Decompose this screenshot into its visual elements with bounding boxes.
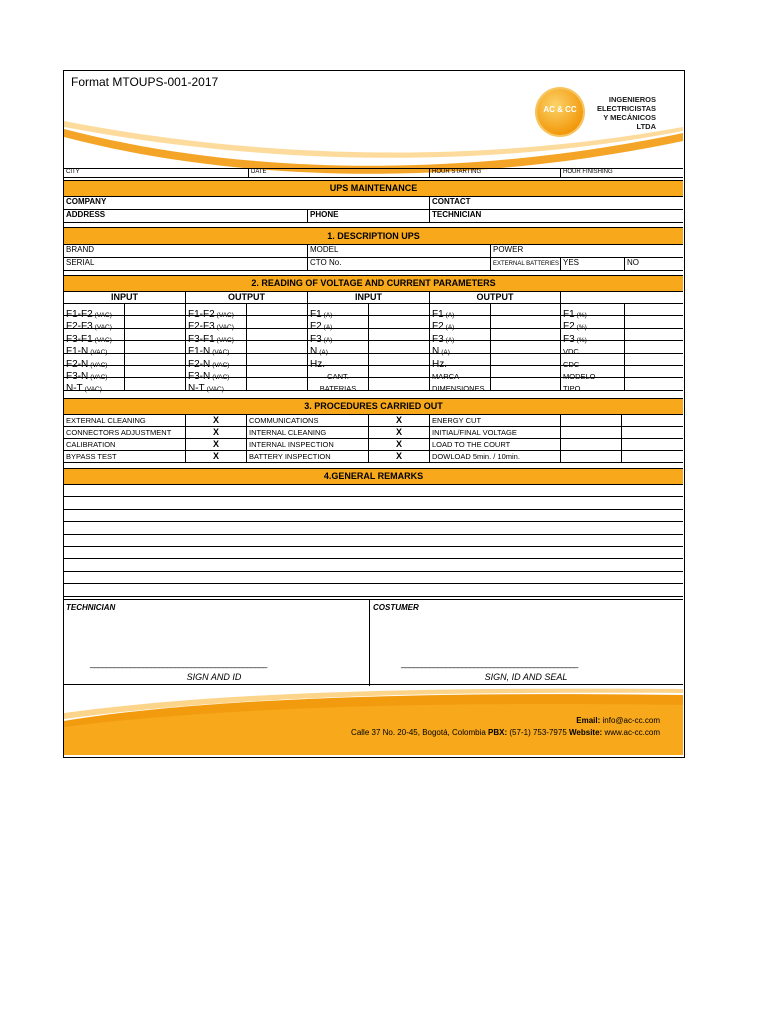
- reading-label: [64, 354, 125, 370]
- reading-parameter: F2-N: [188, 358, 211, 370]
- reading-label: [561, 341, 625, 357]
- procedure-row: [64, 427, 683, 439]
- reading-parameter: F1: [563, 309, 575, 320]
- reading-unit: (VAC): [90, 374, 108, 381]
- procedure-name: COMMUNICATIONS: [247, 415, 369, 426]
- remarks-line[interactable]: [64, 547, 683, 559]
- procedure-name: INITIAL/FINAL VOLTAGE: [430, 427, 561, 438]
- procedure-check[interactable]: X: [186, 451, 247, 462]
- reading-label: [430, 329, 491, 345]
- reading-value-input[interactable]: [125, 304, 186, 315]
- reading-label: [430, 316, 491, 333]
- procedure-check-blank[interactable]: [561, 439, 622, 450]
- procedure-name: BYPASS TEST: [64, 451, 186, 462]
- readings-row: [64, 354, 683, 370]
- maintenance-form: [63, 70, 685, 758]
- readings-row: [64, 329, 683, 345]
- remarks-line[interactable]: [64, 485, 683, 497]
- costumer-signature-line[interactable]: ____________________________________________: [401, 658, 578, 668]
- reading-parameter: BATERIAS: [319, 384, 357, 394]
- ups-maintenance-header: UPS MAINTENANCE: [64, 180, 683, 197]
- procedure-check[interactable]: X: [186, 439, 247, 450]
- reading-value-input[interactable]: [369, 316, 430, 327]
- reading-parameter: N: [310, 346, 318, 358]
- reading-value-input[interactable]: [369, 341, 430, 352]
- reading-value-input[interactable]: [369, 354, 430, 365]
- reading-parameter: F1-F2: [66, 309, 93, 320]
- reading-value-input[interactable]: [247, 316, 308, 327]
- reading-label: [561, 378, 625, 394]
- procedure-row: [64, 439, 683, 451]
- phone-field[interactable]: PHONE: [308, 210, 430, 222]
- reading-parameter: F1: [310, 309, 322, 320]
- reading-parameter: F3-F1: [66, 333, 93, 345]
- reading-value-input[interactable]: [247, 378, 308, 389]
- reading-parameter: N-T: [188, 383, 205, 395]
- reading-value-input[interactable]: [369, 329, 430, 340]
- reading-value-input[interactable]: [625, 329, 683, 340]
- remarks-header: 4.GENERAL REMARKS: [64, 468, 683, 485]
- technician-field[interactable]: TECHNICIAN: [432, 210, 482, 219]
- reading-unit: (A): [441, 349, 450, 357]
- readings-header: 2. READING OF VOLTAGE AND CURRENT PARAMETERS: [64, 275, 683, 292]
- readings-column-headers: [64, 292, 683, 304]
- reading-unit: (A): [445, 336, 455, 344]
- company-name-line-3: Y MECÁNICOS LTDA: [603, 113, 656, 131]
- reading-label: [64, 304, 125, 320]
- reading-unit: (A): [445, 324, 455, 332]
- serial-field[interactable]: SERIAL: [64, 258, 308, 270]
- external-batteries-label: EXTERNAL BATTERIES: [491, 258, 561, 270]
- hour-finishing-field[interactable]: HOUR FINISHING: [563, 169, 613, 175]
- readings-row: [64, 304, 683, 320]
- format-code: Format MTOUPS-001-2017: [71, 75, 219, 89]
- reading-label: [561, 304, 625, 320]
- reading-value-input[interactable]: [369, 366, 430, 377]
- reading-label: [308, 316, 369, 333]
- reading-value-input[interactable]: [125, 378, 186, 389]
- reading-value-input[interactable]: [369, 378, 430, 389]
- readings-input-header-2: INPUT: [308, 292, 430, 303]
- reading-value-input[interactable]: [491, 354, 561, 365]
- reading-label: [308, 354, 369, 370]
- procedure-check-blank[interactable]: [622, 427, 683, 438]
- reading-label: [430, 354, 491, 370]
- reading-unit: (A): [323, 324, 333, 332]
- signature-section: [64, 599, 683, 685]
- reading-value-input[interactable]: [247, 329, 308, 340]
- reading-label: [561, 366, 625, 381]
- reading-parameter: F3-N: [188, 371, 211, 382]
- reading-parameter: F3-F1: [188, 333, 215, 345]
- reading-unit: (VAC): [90, 349, 108, 357]
- batteries-no-option[interactable]: NO: [627, 258, 639, 267]
- reading-value-input[interactable]: [125, 354, 186, 365]
- reading-parameter: F3-N: [66, 371, 89, 382]
- procedure-name: LOAD TO THE COURT: [430, 439, 561, 450]
- reading-parameter: F3: [432, 333, 444, 345]
- reading-label: [430, 366, 491, 381]
- reading-label: [308, 378, 369, 394]
- reading-unit: (A): [323, 312, 333, 319]
- reading-unit: (VAC): [94, 336, 112, 344]
- email-label: Email:: [576, 716, 601, 725]
- power-field[interactable]: POWER: [493, 245, 524, 254]
- reading-unit: (VAC): [216, 324, 234, 332]
- reading-label: [308, 366, 369, 381]
- reading-value-input[interactable]: [125, 316, 186, 327]
- company-name: [584, 95, 656, 131]
- serial-row: [64, 258, 683, 271]
- readings-row: [64, 366, 683, 382]
- reading-parameter: F2-F3: [188, 321, 215, 333]
- reading-unit: (VAC): [84, 386, 102, 394]
- remarks-line[interactable]: [64, 572, 683, 584]
- reading-unit: (%): [576, 312, 587, 319]
- reading-unit: (VAC): [212, 361, 230, 369]
- company-name-line-2: ELECTRICISTAS: [596, 104, 656, 113]
- reading-unit: (A): [445, 312, 455, 319]
- reading-parameter: MODELO: [563, 372, 596, 381]
- description-header: 1. DESCRIPTION UPS: [64, 227, 683, 245]
- reading-unit: (A): [319, 349, 328, 357]
- procedure-row: [64, 415, 683, 427]
- reading-label: [430, 304, 491, 320]
- remarks-line[interactable]: [64, 510, 683, 522]
- company-logo: [537, 89, 583, 135]
- model-field[interactable]: MODEL: [308, 245, 491, 257]
- logo-badge-text: AC & CC: [543, 105, 577, 114]
- pbx-label: PBX:: [488, 728, 508, 737]
- reading-label: [561, 329, 625, 345]
- reading-parameter: VDC: [563, 347, 579, 357]
- hour-starting-field[interactable]: HOUR STARTING: [430, 169, 561, 177]
- reading-parameter: F3: [310, 333, 322, 345]
- footer-email: [576, 716, 660, 725]
- procedure-check-blank[interactable]: [622, 451, 683, 462]
- reading-value-input[interactable]: [125, 341, 186, 352]
- contact-field[interactable]: CONTACT: [432, 197, 471, 206]
- remarks-line[interactable]: [64, 535, 683, 547]
- reading-parameter: N: [432, 346, 440, 358]
- reading-value-input[interactable]: [247, 366, 308, 377]
- reading-parameter: DIMENSIONES: [432, 384, 485, 394]
- reading-parameter: Hz.: [310, 358, 325, 370]
- remarks-line[interactable]: [64, 559, 683, 571]
- reading-label: [561, 354, 625, 369]
- reading-unit: (VAC): [206, 386, 224, 394]
- remarks-line[interactable]: [64, 522, 683, 534]
- reading-value-input[interactable]: [491, 329, 561, 340]
- reading-unit: (VAC): [216, 312, 234, 319]
- reading-value-input[interactable]: [125, 329, 186, 340]
- reading-label: [430, 378, 491, 394]
- reading-value-input[interactable]: [247, 341, 308, 352]
- reading-parameter: F2: [432, 321, 444, 333]
- address-field[interactable]: ADDRESS: [64, 210, 308, 222]
- procedure-check-blank[interactable]: [622, 415, 683, 426]
- reading-value-input[interactable]: [625, 316, 683, 327]
- reading-value-input[interactable]: [491, 341, 561, 352]
- reading-parameter: TIPO: [563, 384, 581, 394]
- reading-unit: (VAC): [94, 324, 112, 332]
- procedure-name: ENERGY CUT: [430, 415, 561, 426]
- procedure-check[interactable]: X: [369, 427, 430, 438]
- reading-unit: (VAC): [216, 336, 234, 344]
- reading-value-input[interactable]: [625, 341, 683, 352]
- remarks-line[interactable]: [64, 584, 683, 596]
- readings-output-header-2: OUTPUT: [430, 292, 561, 303]
- reading-label: [186, 304, 247, 320]
- reading-unit: (A): [323, 336, 333, 344]
- website-value[interactable]: www.ac-cc.com: [604, 728, 660, 737]
- reading-label: [64, 341, 125, 358]
- readings-output-header-1: OUTPUT: [186, 292, 308, 303]
- reading-unit: (VAC): [212, 374, 230, 381]
- remarks-line[interactable]: [64, 497, 683, 509]
- procedure-check-blank[interactable]: [561, 415, 622, 426]
- reading-parameter: F3: [563, 333, 575, 345]
- reading-label: [186, 378, 247, 395]
- procedure-check-blank[interactable]: [561, 451, 622, 462]
- technician-signature-line[interactable]: ____________________________________________: [90, 658, 267, 668]
- reading-parameter: F1: [432, 309, 444, 320]
- reading-label: [308, 329, 369, 345]
- reading-value-input[interactable]: [491, 378, 561, 389]
- reading-value-input[interactable]: [491, 366, 561, 377]
- reading-parameter: N-T: [66, 383, 83, 395]
- reading-parameter: F1-F2: [188, 309, 215, 320]
- reading-unit: (%): [576, 336, 587, 344]
- reading-value-input[interactable]: [247, 304, 308, 315]
- company-name-line-1: INGENIEROS: [608, 95, 656, 104]
- technician-signature-label: TECHNICIAN: [66, 603, 116, 612]
- reading-unit: (%): [576, 324, 587, 332]
- brand-row: [64, 245, 683, 258]
- reading-label: [186, 366, 247, 382]
- brand-field[interactable]: BRAND: [64, 245, 308, 257]
- reading-unit: (VAC): [94, 312, 112, 319]
- reading-value-input[interactable]: [625, 366, 683, 377]
- readings-row: [64, 341, 683, 358]
- reading-value-input[interactable]: [625, 304, 683, 315]
- procedure-name: CONNECTORS ADJUSTMENT: [64, 427, 186, 438]
- procedure-name: INTERNAL INSPECTION: [247, 439, 369, 450]
- cto-field[interactable]: CTO No.: [308, 258, 491, 270]
- reading-parameter: MARCA: [432, 372, 460, 381]
- reading-parameter: CDC: [563, 359, 580, 369]
- signature-divider: [369, 600, 370, 686]
- reading-unit: (VAC): [212, 349, 230, 357]
- procedure-name: EXTERNAL CLEANING: [64, 415, 186, 426]
- reading-label: [561, 316, 625, 333]
- procedure-name: INTERNAL CLEANING: [247, 427, 369, 438]
- reading-label: [186, 354, 247, 370]
- company-field[interactable]: COMPANY: [64, 197, 430, 209]
- reading-parameter: F2: [563, 321, 575, 333]
- reading-label: [186, 341, 247, 358]
- address-row: [64, 210, 683, 223]
- footer-address: Calle 37 No. 20-45, Bogotá, Colombia: [351, 728, 486, 737]
- footer-contact: [351, 728, 660, 737]
- reading-value-input[interactable]: [625, 354, 683, 365]
- reading-parameter: F1-N: [66, 346, 89, 358]
- website-label: Website:: [569, 728, 603, 737]
- top-info-row: [64, 168, 683, 178]
- reading-label: [430, 341, 491, 358]
- reading-label: [308, 304, 369, 320]
- readings-blank-header: [561, 292, 683, 303]
- city-field[interactable]: CITY: [64, 169, 249, 177]
- costumer-signature-label: COSTUMER: [373, 603, 419, 612]
- reading-label: [64, 316, 125, 333]
- reading-value-input[interactable]: [125, 366, 186, 377]
- procedure-check-blank[interactable]: [561, 427, 622, 438]
- procedure-name: CALIBRATION: [64, 439, 186, 450]
- reading-label: [186, 329, 247, 345]
- procedure-name: BATTERY INSPECTION: [247, 451, 369, 462]
- reading-label: [308, 341, 369, 358]
- reading-parameter: Hz.: [432, 358, 447, 370]
- reading-parameter: F1-N: [188, 346, 211, 358]
- reading-parameter: F2-N: [66, 358, 89, 370]
- reading-value-input[interactable]: [491, 304, 561, 315]
- procedure-check[interactable]: X: [369, 451, 430, 462]
- reading-value-input[interactable]: [491, 316, 561, 327]
- company-row: [64, 197, 683, 210]
- procedure-check-blank[interactable]: [622, 439, 683, 450]
- reading-parameter: CANT.: [327, 372, 349, 381]
- reading-unit: (VAC): [90, 361, 108, 369]
- procedure-check[interactable]: X: [186, 415, 247, 426]
- readings-row: [64, 378, 683, 395]
- reading-value-input[interactable]: [369, 304, 430, 315]
- reading-label: [64, 329, 125, 345]
- readings-input-header-1: INPUT: [64, 292, 186, 303]
- procedure-row: [64, 451, 683, 463]
- reading-parameter: F2: [310, 321, 322, 333]
- reading-value-input[interactable]: [625, 378, 683, 389]
- costumer-sign-caption: SIGN, ID AND SEAL: [484, 672, 568, 682]
- reading-parameter: F2-F3: [66, 321, 93, 333]
- reading-label: [64, 378, 125, 395]
- pbx-value: (57-1) 753-7975: [509, 728, 567, 737]
- email-value[interactable]: info@ac-cc.com: [602, 716, 660, 725]
- reading-label: [186, 316, 247, 333]
- readings-row: [64, 316, 683, 333]
- procedure-check[interactable]: X: [186, 427, 247, 438]
- procedure-check[interactable]: X: [369, 439, 430, 450]
- procedure-name: DOWLOAD 5min. / 10min.: [430, 451, 561, 462]
- reading-label: [64, 366, 125, 382]
- procedure-check[interactable]: X: [369, 415, 430, 426]
- technician-sign-caption: SIGN AND ID: [186, 672, 242, 682]
- procedures-header: 3. PROCEDURES CARRIED OUT: [64, 398, 683, 415]
- date-field[interactable]: DATE: [249, 169, 430, 177]
- batteries-yes-option[interactable]: YES: [561, 258, 625, 270]
- reading-value-input[interactable]: [247, 354, 308, 365]
